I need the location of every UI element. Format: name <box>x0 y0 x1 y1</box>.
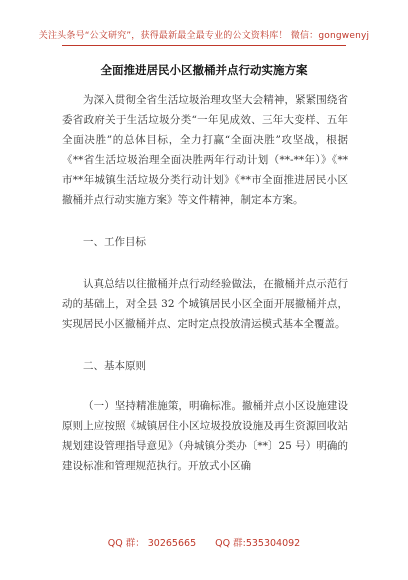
document-body <box>62 90 348 476</box>
header-divider <box>62 45 346 46</box>
header-promo-note: 关注头条号“公文研究”，获得最新最全最专业的公文资料库！ 微信：gongwenyj <box>38 31 370 41</box>
section-heading-principles: 二、基本原则 <box>83 360 146 372</box>
document-title: 全面推进居民小区撤桶并点行动实施方案 <box>100 63 308 77</box>
footer-contacts <box>0 535 408 549</box>
section-heading-goals: 一、工作目标 <box>83 236 146 248</box>
footer-qq-group-1: QQ 群： 30265665 <box>107 538 197 549</box>
principles-paragraph: （一）坚持精准施策，明确标准。撤桶并点小区设施建设原则上应按照《城镇居住小区垃圾投放设施及再生资源回收站规划建设管理指导意见》（舟城镇分类办〔**〕25 号）明确的建设标准和管理规范执行。开放式小区确 <box>62 400 348 472</box>
intro-paragraph: 为深入贯彻全省生活垃圾治理攻坚大会精神，紧紧围绕省委省政府关于生活垃圾分类“一年见成效、三年大变样、五年全面决胜”的总体目标，全力打赢“全面决胜”攻坚战，根据《**省生活垃圾治理全面决胜两年行动计划（**-**年）》《**市**年城镇生活垃圾分类行动计划》《**市全面推进居民小区撤桶并点行动实施方案》等文件精神，制定本方案。 <box>62 94 348 206</box>
goals-paragraph: 认真总结以往撤桶并点行动经验做法，在撤桶并点示范行动的基础上，对全县 32 个城镇居民小区全面开展撤桶并点，实现居民小区撤桶并点、定时定点投放清运模式基本全覆盖。 <box>62 278 348 330</box>
footer-qq-group-2: QQ 群:535304092 <box>215 538 301 549</box>
